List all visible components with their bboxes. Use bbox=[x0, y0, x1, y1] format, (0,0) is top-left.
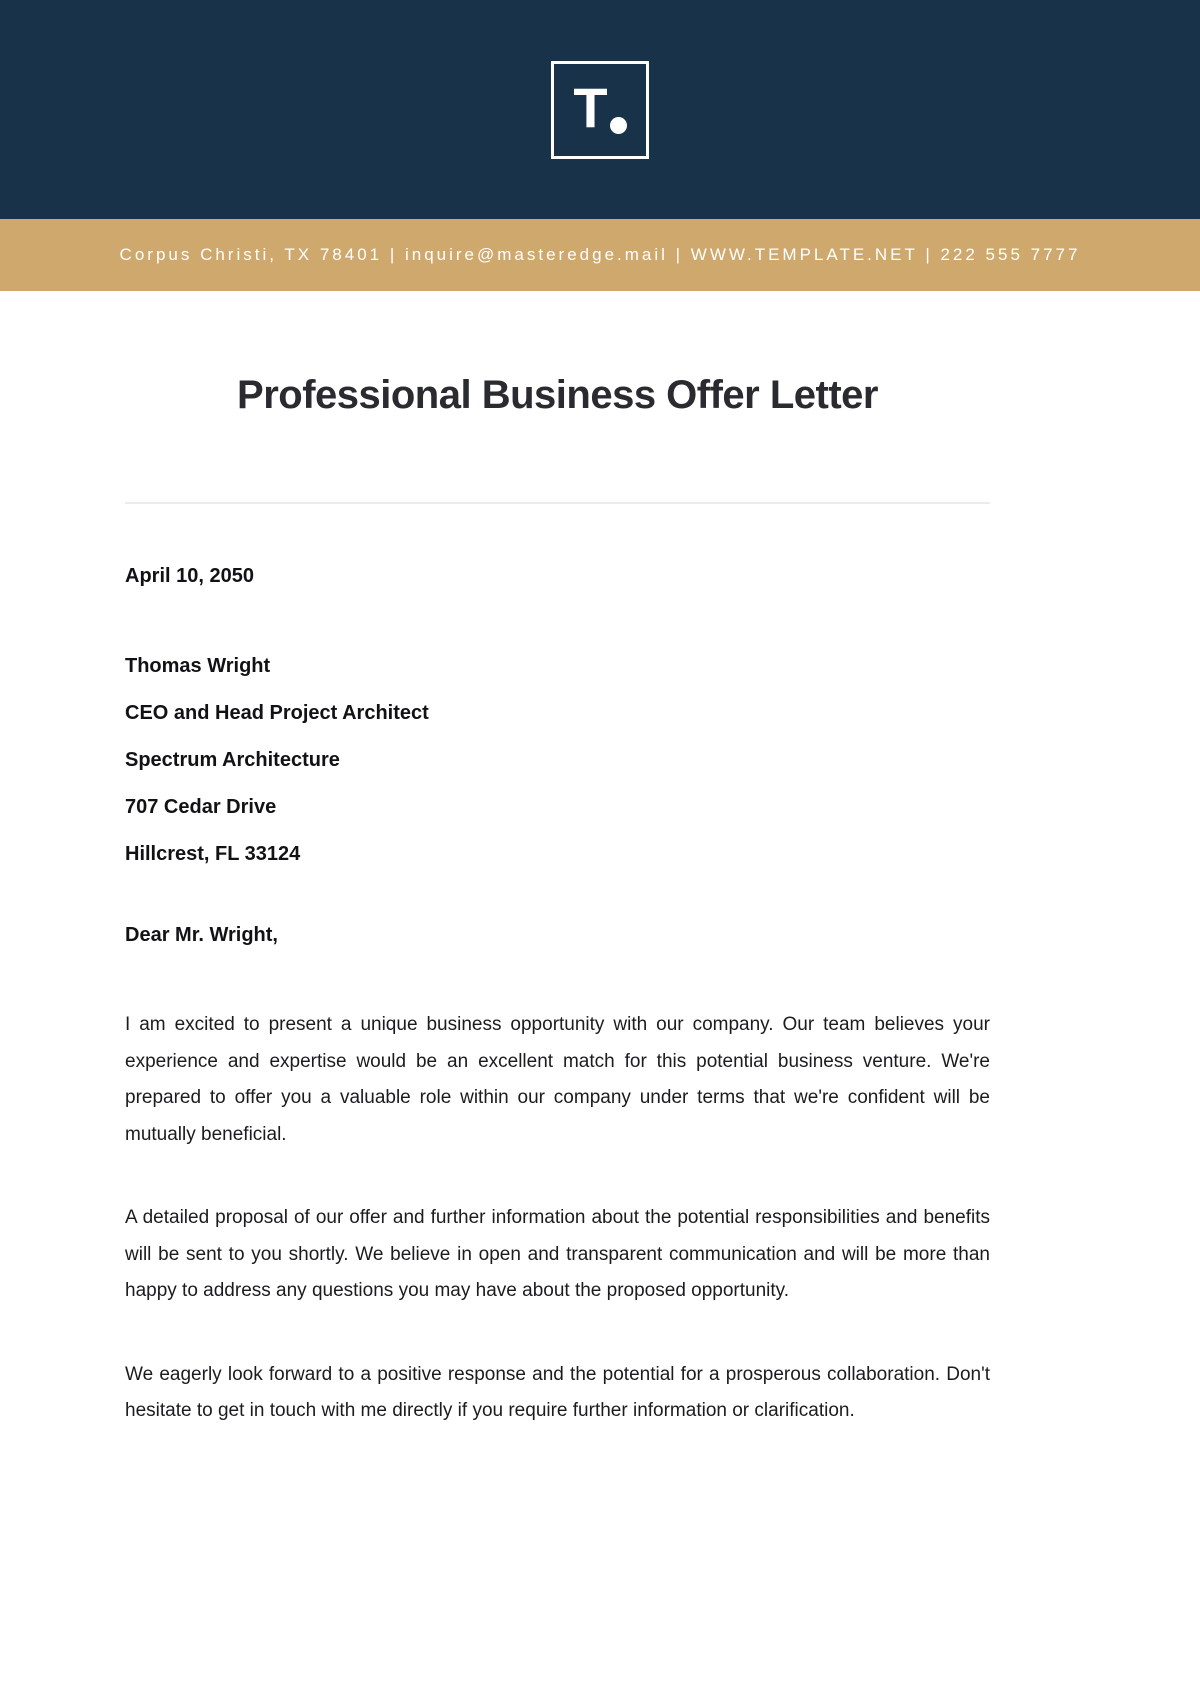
document-header bbox=[0, 0, 1200, 219]
salutation: Dear Mr. Wright, bbox=[125, 924, 278, 946]
recipient-address-line1: 707 Cedar Drive bbox=[125, 796, 277, 818]
body-paragraph-3: We eagerly look forward to a positive response and the potential for a prosperous collaboration. Don't hesitate to get in touch with me directly if you require further information or clarification. bbox=[125, 1363, 990, 1421]
brand-logo bbox=[551, 61, 649, 159]
recipient-block bbox=[125, 653, 990, 867]
logo-letter: T bbox=[573, 75, 606, 139]
recipient-address-line2: Hillcrest, FL 33124 bbox=[125, 843, 301, 865]
letter-body bbox=[125, 291, 990, 1696]
logo-dot-icon bbox=[610, 117, 627, 134]
letter-date: April 10, 2050 bbox=[125, 565, 254, 587]
page-title: Professional Business Offer Letter bbox=[237, 373, 878, 417]
recipient-company: Spectrum Architecture bbox=[125, 749, 340, 771]
body-paragraph-2: A detailed proposal of our offer and further information about the potential responsibilities and benefits will be sent to you shortly. We believe in open and transparent communication and will be more than happy to address any questions you may have about the proposed opportunity. bbox=[125, 1207, 990, 1301]
title-divider bbox=[125, 502, 990, 504]
contact-info-text: Corpus Christi, TX 78401 | inquire@masteredge.mail | WWW.TEMPLATE.NET | 222 555 7777 bbox=[119, 245, 1081, 264]
contact-bar bbox=[0, 219, 1200, 291]
body-paragraph-1: I am excited to present a unique business opportunity with our company. Our team believes your experience and expertise would be an excellent match for this potential business venture. We're prepared to offer you a valuable role within our company under terms that we're confident will be mutually beneficial. bbox=[125, 1014, 990, 1145]
recipient-role: CEO and Head Project Architect bbox=[125, 702, 429, 724]
logo-mark bbox=[573, 75, 626, 139]
recipient-name: Thomas Wright bbox=[125, 655, 271, 677]
